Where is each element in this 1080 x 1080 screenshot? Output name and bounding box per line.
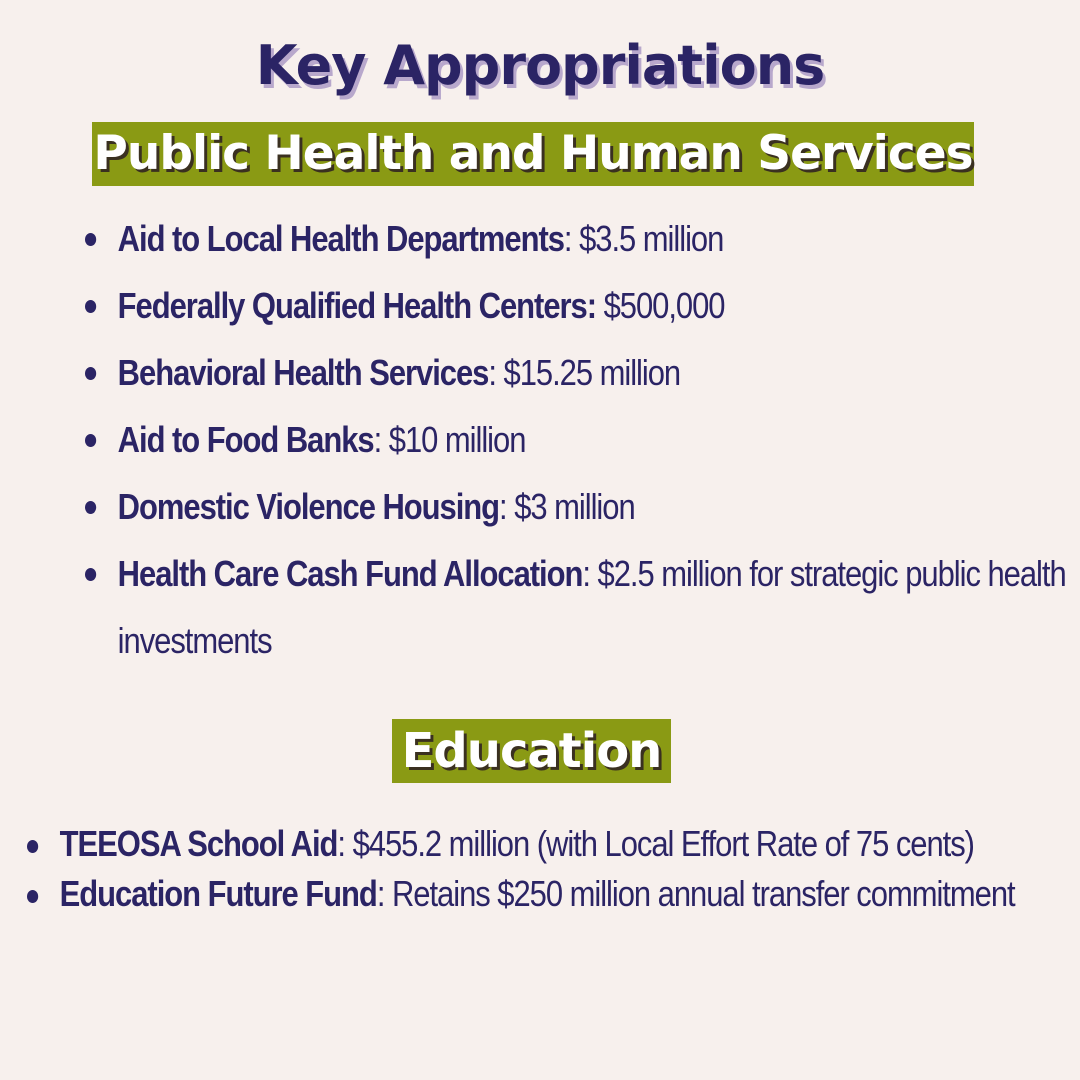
item-separator: : [499, 486, 515, 527]
list-item [85, 540, 1072, 674]
list-item [85, 272, 1072, 339]
item-value: $500,000 [603, 285, 725, 326]
item-separator: : [488, 352, 504, 393]
item-separator: : [563, 218, 580, 259]
health-appropriations-list [85, 205, 1065, 674]
bullet-icon [85, 367, 96, 380]
section-heading-education: Education [392, 719, 671, 783]
list-item [27, 823, 1066, 864]
item-value: $2.5 million for strategic public health investments [117, 553, 1066, 661]
item-separator: : [337, 823, 353, 864]
section-heading-health: Public Health and Human Services [92, 122, 974, 186]
item-name: Education Future Fund [59, 873, 377, 914]
bullet-icon [85, 233, 96, 246]
item-separator [596, 285, 604, 326]
item-name: Federally Qualified Health Centers: [117, 285, 596, 326]
item-separator: : [373, 419, 389, 460]
item-name: Aid to Local Health Departments [117, 218, 564, 259]
bullet-icon [85, 300, 96, 313]
bullet-icon [27, 840, 38, 853]
list-item [85, 473, 1072, 540]
page-title: Key Appropriations [255, 34, 825, 97]
item-value: $3.5 million [579, 218, 724, 259]
bullet-icon [85, 501, 96, 514]
list-item [27, 873, 1066, 914]
item-value: $10 million [388, 419, 526, 460]
item-value: Retains $250 million annual transfer commitment [391, 873, 1015, 914]
item-name: Aid to Food Banks [117, 419, 374, 460]
item-name: Domestic Violence Housing [117, 486, 500, 527]
item-separator: : [376, 873, 392, 914]
item-name: TEEOSA School Aid [59, 823, 338, 864]
item-value: $455.2 million (with Local Effort Rate of 75 cents) [352, 823, 974, 864]
education-appropriations-list [27, 823, 1067, 926]
item-value: $15.25 million [503, 352, 681, 393]
bullet-icon [85, 434, 96, 447]
bullet-icon [27, 890, 38, 903]
item-separator: : [582, 553, 598, 594]
item-value: $3 million [514, 486, 635, 527]
list-item [85, 406, 1072, 473]
bullet-icon [85, 568, 96, 581]
item-name: Behavioral Health Services [117, 352, 489, 393]
list-item [85, 339, 1072, 406]
item-name: Health Care Cash Fund Allocation [117, 553, 583, 594]
list-item [85, 205, 1072, 272]
